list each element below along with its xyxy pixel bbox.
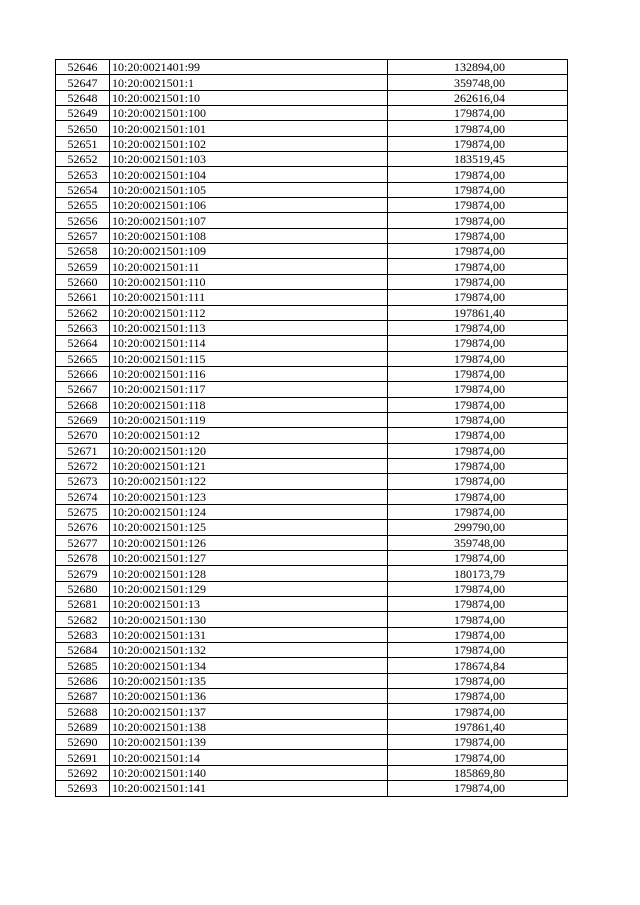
value-cell: 179874,00: [388, 336, 568, 351]
cadastral-number-cell: 10:20:0021501:139: [110, 735, 388, 750]
cadastral-number-cell: 10:20:0021501:107: [110, 213, 388, 228]
row-number-cell: 52662: [56, 305, 110, 320]
value-cell: 179874,00: [388, 489, 568, 504]
cadastral-number-cell: 10:20:0021501:110: [110, 274, 388, 289]
table-row: [56, 643, 568, 658]
row-number-cell: 52661: [56, 290, 110, 305]
table-row: [56, 566, 568, 581]
cadastral-number-cell: 10:20:0021501:101: [110, 121, 388, 136]
row-number-cell: 52653: [56, 167, 110, 182]
row-number-cell: 52671: [56, 443, 110, 458]
row-number-cell: 52670: [56, 428, 110, 443]
table-row: [56, 305, 568, 320]
table-row: [56, 136, 568, 151]
cadastral-number-cell: 10:20:0021501:111: [110, 290, 388, 305]
value-cell: 179874,00: [388, 397, 568, 412]
cadastral-number-cell: 10:20:0021501:129: [110, 581, 388, 596]
cadastral-number-cell: 10:20:0021501:103: [110, 152, 388, 167]
table-row: [56, 765, 568, 780]
value-cell: 179874,00: [388, 689, 568, 704]
row-number-cell: 52676: [56, 520, 110, 535]
cadastral-number-cell: 10:20:0021501:140: [110, 765, 388, 780]
row-number-cell: 52690: [56, 735, 110, 750]
row-number-cell: 52689: [56, 719, 110, 734]
value-cell: 179874,00: [388, 167, 568, 182]
value-cell: 179874,00: [388, 627, 568, 642]
row-number-cell: 52658: [56, 244, 110, 259]
row-number-cell: 52693: [56, 781, 110, 796]
value-cell: 179874,00: [388, 750, 568, 765]
cadastral-number-cell: 10:20:0021501:114: [110, 336, 388, 351]
cadastral-number-cell: 10:20:0021501:121: [110, 458, 388, 473]
cadastral-number-cell: 10:20:0021501:113: [110, 320, 388, 335]
cadastral-number-cell: 10:20:0021501:108: [110, 228, 388, 243]
row-number-cell: 52650: [56, 121, 110, 136]
row-number-cell: 52682: [56, 612, 110, 627]
value-cell: 179874,00: [388, 735, 568, 750]
table-row: [56, 612, 568, 627]
row-number-cell: 52683: [56, 627, 110, 642]
cadastral-number-cell: 10:20:0021501:12: [110, 428, 388, 443]
value-cell: 179874,00: [388, 244, 568, 259]
value-cell: 179874,00: [388, 351, 568, 366]
value-cell: 185869,80: [388, 765, 568, 780]
cadastral-number-cell: 10:20:0021501:1: [110, 75, 388, 90]
row-number-cell: 52675: [56, 504, 110, 519]
row-number-cell: 52656: [56, 213, 110, 228]
row-number-cell: 52664: [56, 336, 110, 351]
table-row: [56, 336, 568, 351]
table-row: [56, 213, 568, 228]
value-cell: 179874,00: [388, 474, 568, 489]
cadastral-number-cell: 10:20:0021501:127: [110, 551, 388, 566]
value-cell: 180173,79: [388, 566, 568, 581]
table-row: [56, 106, 568, 121]
table-row: [56, 290, 568, 305]
cadastral-number-cell: 10:20:0021501:120: [110, 443, 388, 458]
cadastral-number-cell: 10:20:0021501:135: [110, 673, 388, 688]
row-number-cell: 52665: [56, 351, 110, 366]
table-row: [56, 60, 568, 75]
value-cell: 179874,00: [388, 121, 568, 136]
table-row: [56, 152, 568, 167]
row-number-cell: 52652: [56, 152, 110, 167]
cadastral-number-cell: 10:20:0021501:130: [110, 612, 388, 627]
row-number-cell: 52692: [56, 765, 110, 780]
table-row: [56, 397, 568, 412]
table-row: [56, 581, 568, 596]
cadastral-number-cell: 10:20:0021501:102: [110, 136, 388, 151]
table-row: [56, 658, 568, 673]
table-row: [56, 320, 568, 335]
cadastral-number-cell: 10:20:0021501:11: [110, 259, 388, 274]
value-cell: 179874,00: [388, 106, 568, 121]
table-row: [56, 90, 568, 105]
row-number-cell: 52685: [56, 658, 110, 673]
row-number-cell: 52646: [56, 60, 110, 75]
table-row: [56, 673, 568, 688]
row-number-cell: 52655: [56, 198, 110, 213]
table-row: [56, 274, 568, 289]
row-number-cell: 52679: [56, 566, 110, 581]
cadastral-number-cell: 10:20:0021401:99: [110, 60, 388, 75]
table-row: [56, 428, 568, 443]
row-number-cell: 52681: [56, 597, 110, 612]
table-row: [56, 551, 568, 566]
cadastral-number-cell: 10:20:0021501:13: [110, 597, 388, 612]
row-number-cell: 52672: [56, 458, 110, 473]
value-cell: 179874,00: [388, 643, 568, 658]
table-row: [56, 443, 568, 458]
table-row: [56, 535, 568, 550]
row-number-cell: 52669: [56, 412, 110, 427]
table-row: [56, 735, 568, 750]
value-cell: 179874,00: [388, 366, 568, 381]
row-number-cell: 52673: [56, 474, 110, 489]
row-number-cell: 52667: [56, 382, 110, 397]
cadastral-number-cell: 10:20:0021501:132: [110, 643, 388, 658]
table-row: [56, 382, 568, 397]
value-cell: 359748,00: [388, 75, 568, 90]
cadastral-number-cell: 10:20:0021501:14: [110, 750, 388, 765]
table-row: [56, 412, 568, 427]
cadastral-number-cell: 10:20:0021501:136: [110, 689, 388, 704]
table-row: [56, 121, 568, 136]
table-row: [56, 366, 568, 381]
value-cell: 179874,00: [388, 458, 568, 473]
value-cell: 179874,00: [388, 443, 568, 458]
table-row: [56, 489, 568, 504]
value-cell: 197861,40: [388, 719, 568, 734]
table-row: [56, 627, 568, 642]
cadastral-number-cell: 10:20:0021501:104: [110, 167, 388, 182]
cadastral-number-cell: 10:20:0021501:134: [110, 658, 388, 673]
value-cell: 179874,00: [388, 704, 568, 719]
row-number-cell: 52674: [56, 489, 110, 504]
value-cell: 179874,00: [388, 290, 568, 305]
table-row: [56, 351, 568, 366]
cadastral-number-cell: 10:20:0021501:123: [110, 489, 388, 504]
row-number-cell: 52649: [56, 106, 110, 121]
row-number-cell: 52666: [56, 366, 110, 381]
cadastral-number-cell: 10:20:0021501:106: [110, 198, 388, 213]
table-body: [56, 60, 568, 797]
value-cell: 178674,84: [388, 658, 568, 673]
value-cell: 179874,00: [388, 136, 568, 151]
cadastral-number-cell: 10:20:0021501:122: [110, 474, 388, 489]
row-number-cell: 52659: [56, 259, 110, 274]
value-cell: 197861,40: [388, 305, 568, 320]
cadastral-number-cell: 10:20:0021501:10: [110, 90, 388, 105]
cadastral-number-cell: 10:20:0021501:116: [110, 366, 388, 381]
value-cell: 179874,00: [388, 182, 568, 197]
value-cell: 179874,00: [388, 581, 568, 596]
row-number-cell: 52687: [56, 689, 110, 704]
cadastral-number-cell: 10:20:0021501:138: [110, 719, 388, 734]
table-row: [56, 689, 568, 704]
value-cell: 359748,00: [388, 535, 568, 550]
value-cell: 179874,00: [388, 259, 568, 274]
row-number-cell: 52686: [56, 673, 110, 688]
row-number-cell: 52678: [56, 551, 110, 566]
value-cell: 179874,00: [388, 597, 568, 612]
table-row: [56, 259, 568, 274]
cadastral-number-cell: 10:20:0021501:141: [110, 781, 388, 796]
table-row: [56, 182, 568, 197]
value-cell: 179874,00: [388, 673, 568, 688]
value-cell: 179874,00: [388, 382, 568, 397]
value-cell: 179874,00: [388, 228, 568, 243]
value-cell: 179874,00: [388, 612, 568, 627]
cadastral-number-cell: 10:20:0021501:124: [110, 504, 388, 519]
table-row: [56, 228, 568, 243]
row-number-cell: 52677: [56, 535, 110, 550]
table-row: [56, 75, 568, 90]
row-number-cell: 52647: [56, 75, 110, 90]
cadastral-number-cell: 10:20:0021501:100: [110, 106, 388, 121]
table-row: [56, 520, 568, 535]
table-row: [56, 198, 568, 213]
cadastral-number-cell: 10:20:0021501:119: [110, 412, 388, 427]
row-number-cell: 52663: [56, 320, 110, 335]
cadastral-number-cell: 10:20:0021501:105: [110, 182, 388, 197]
value-cell: 179874,00: [388, 320, 568, 335]
row-number-cell: 52648: [56, 90, 110, 105]
cadastral-number-cell: 10:20:0021501:112: [110, 305, 388, 320]
row-number-cell: 52680: [56, 581, 110, 596]
cadastral-number-cell: 10:20:0021501:128: [110, 566, 388, 581]
value-cell: 179874,00: [388, 428, 568, 443]
table-row: [56, 244, 568, 259]
row-number-cell: 52654: [56, 182, 110, 197]
value-cell: 299790,00: [388, 520, 568, 535]
table-row: [56, 597, 568, 612]
value-cell: 262616,04: [388, 90, 568, 105]
table-row: [56, 719, 568, 734]
value-cell: 179874,00: [388, 412, 568, 427]
value-cell: 132894,00: [388, 60, 568, 75]
cadastral-number-cell: 10:20:0021501:126: [110, 535, 388, 550]
value-cell: 179874,00: [388, 551, 568, 566]
value-cell: 179874,00: [388, 198, 568, 213]
cadastral-value-table: [55, 59, 568, 797]
cadastral-number-cell: 10:20:0021501:137: [110, 704, 388, 719]
row-number-cell: 52651: [56, 136, 110, 151]
value-cell: 179874,00: [388, 213, 568, 228]
cadastral-number-cell: 10:20:0021501:115: [110, 351, 388, 366]
value-cell: 179874,00: [388, 781, 568, 796]
cadastral-number-cell: 10:20:0021501:118: [110, 397, 388, 412]
row-number-cell: 52691: [56, 750, 110, 765]
table-row: [56, 704, 568, 719]
value-cell: 179874,00: [388, 504, 568, 519]
row-number-cell: 52657: [56, 228, 110, 243]
table-row: [56, 474, 568, 489]
cadastral-number-cell: 10:20:0021501:131: [110, 627, 388, 642]
table-row: [56, 781, 568, 796]
cadastral-number-cell: 10:20:0021501:125: [110, 520, 388, 535]
table-row: [56, 458, 568, 473]
value-cell: 183519,45: [388, 152, 568, 167]
table-row: [56, 504, 568, 519]
cadastral-number-cell: 10:20:0021501:109: [110, 244, 388, 259]
row-number-cell: 52688: [56, 704, 110, 719]
value-cell: 179874,00: [388, 274, 568, 289]
table-row: [56, 750, 568, 765]
row-number-cell: 52684: [56, 643, 110, 658]
row-number-cell: 52660: [56, 274, 110, 289]
cadastral-number-cell: 10:20:0021501:117: [110, 382, 388, 397]
row-number-cell: 52668: [56, 397, 110, 412]
table-row: [56, 167, 568, 182]
